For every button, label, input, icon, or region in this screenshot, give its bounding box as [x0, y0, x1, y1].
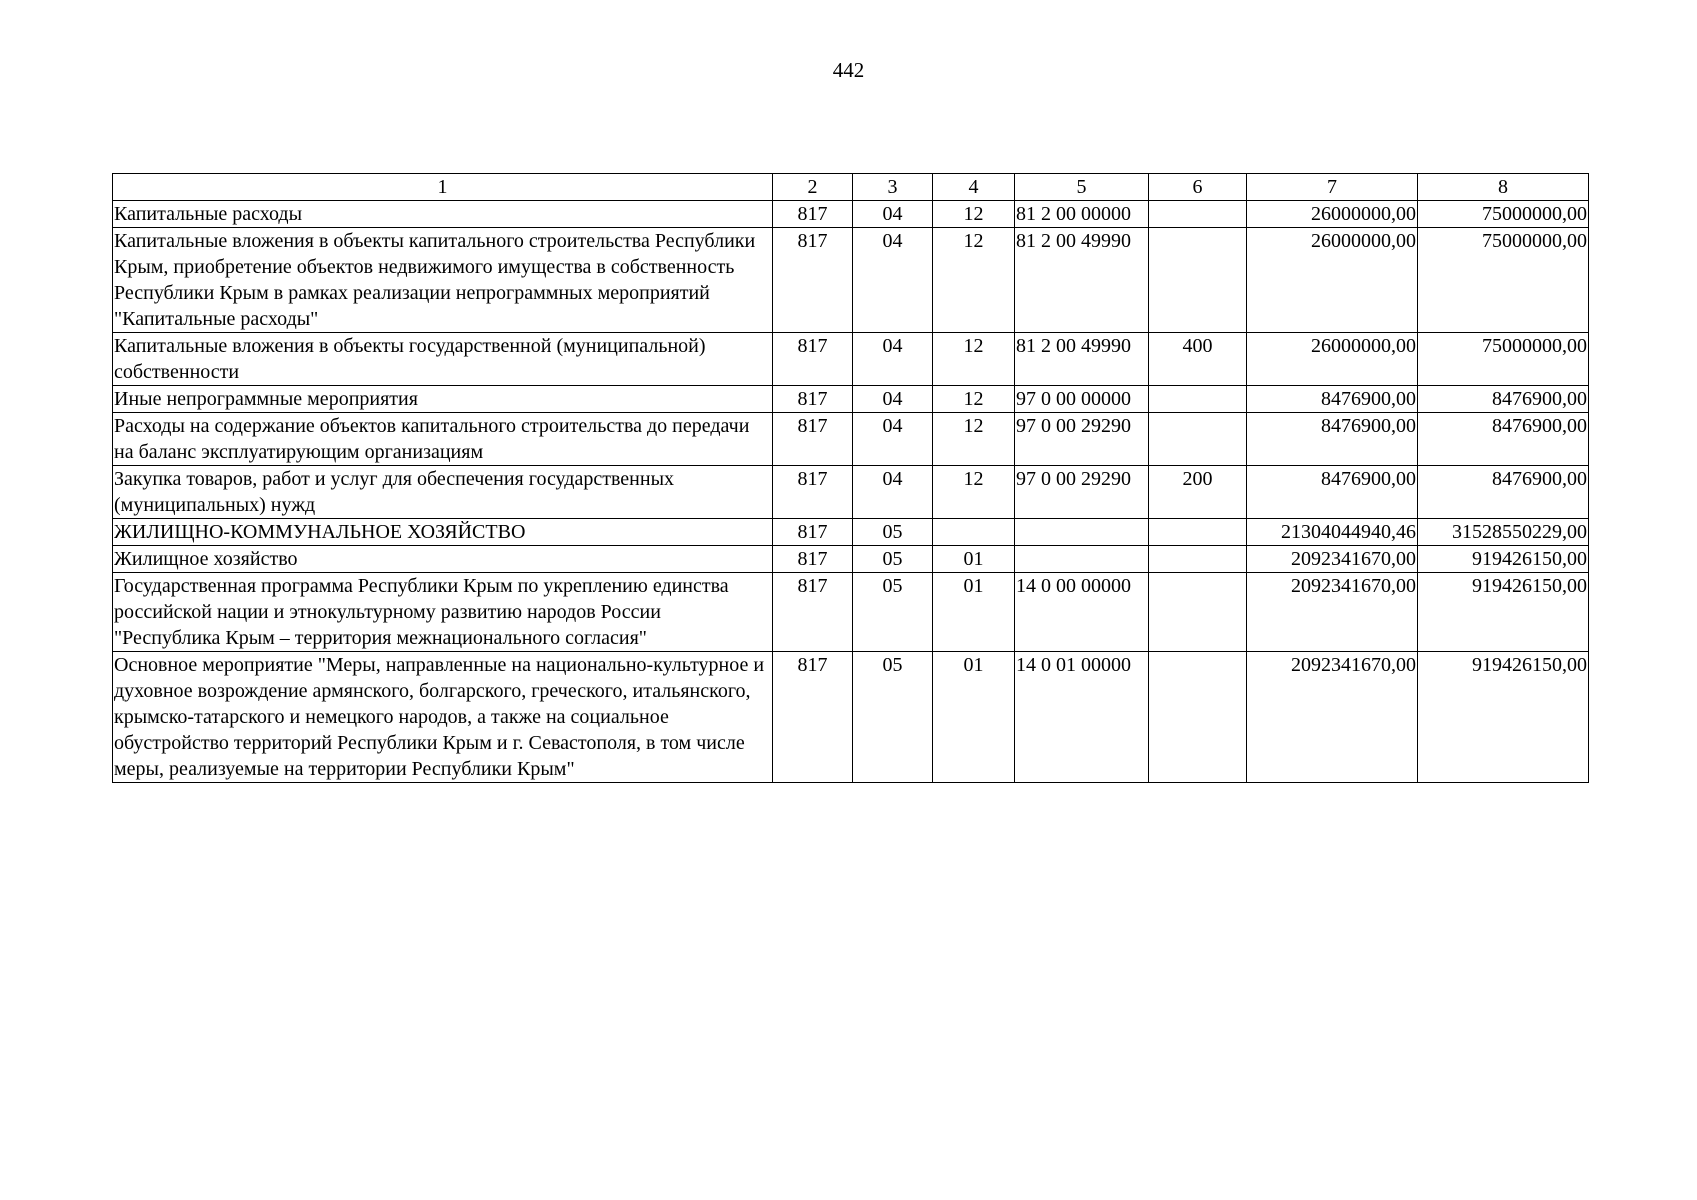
amount-col8-cell: 75000000,00 — [1418, 333, 1589, 386]
page-number: 442 — [832, 58, 865, 82]
section-code-cell: 04 — [853, 386, 933, 413]
grbs-code-cell: 817 — [773, 228, 853, 333]
subsection-code-cell: 12 — [933, 413, 1015, 466]
row-name-cell: Капитальные вложения в объекты капитального строительства Республики Крым, приобретение объектов недвижимого имущества в собственность Республики Крым в рамках реализации непрограммных мероприятий "Капитальные расходы" — [113, 228, 773, 333]
row-name-cell: ЖИЛИЩНО-КОММУНАЛЬНОЕ ХОЗЯЙСТВО — [113, 519, 773, 546]
expense-type-cell — [1149, 228, 1247, 333]
subsection-code-cell: 12 — [933, 201, 1015, 228]
column-header-4: 4 — [933, 174, 1015, 201]
amount-col7-cell: 26000000,00 — [1247, 333, 1418, 386]
expense-type-cell: 400 — [1149, 333, 1247, 386]
target-article-cell: 81 2 00 49990 — [1015, 228, 1149, 333]
grbs-code-cell: 817 — [773, 519, 853, 546]
row-name-cell: Расходы на содержание объектов капитального строительства до передачи на баланс эксплуатирующим организациям — [113, 413, 773, 466]
subsection-code-cell: 12 — [933, 466, 1015, 519]
amount-col7-cell: 2092341670,00 — [1247, 652, 1418, 783]
table-row — [113, 466, 1589, 519]
subsection-code-cell: 01 — [933, 573, 1015, 652]
expense-type-cell — [1149, 652, 1247, 783]
amount-col7-cell: 8476900,00 — [1247, 466, 1418, 519]
budget-table — [112, 173, 1589, 783]
expense-type-cell — [1149, 386, 1247, 413]
row-name-cell: Жилищное хозяйство — [113, 546, 773, 573]
section-code-cell: 04 — [853, 228, 933, 333]
section-code-cell: 04 — [853, 413, 933, 466]
target-article-cell: 14 0 01 00000 — [1015, 652, 1149, 783]
column-header-5: 5 — [1015, 174, 1149, 201]
table-row — [113, 333, 1589, 386]
target-article-cell: 97 0 00 29290 — [1015, 466, 1149, 519]
target-article-cell: 81 2 00 49990 — [1015, 333, 1149, 386]
expense-type-cell — [1149, 573, 1247, 652]
grbs-code-cell: 817 — [773, 386, 853, 413]
table-row — [113, 413, 1589, 466]
row-name-cell: Капитальные вложения в объекты государственной (муниципальной) собственности — [113, 333, 773, 386]
table-row — [113, 573, 1589, 652]
target-article-cell: 14 0 00 00000 — [1015, 573, 1149, 652]
amount-col8-cell: 8476900,00 — [1418, 413, 1589, 466]
row-name-cell: Иные непрограммные мероприятия — [113, 386, 773, 413]
subsection-code-cell: 12 — [933, 386, 1015, 413]
grbs-code-cell: 817 — [773, 652, 853, 783]
expense-type-cell — [1149, 413, 1247, 466]
target-article-cell: 97 0 00 00000 — [1015, 386, 1149, 413]
expense-type-cell: 200 — [1149, 466, 1247, 519]
section-code-cell: 05 — [853, 546, 933, 573]
subsection-code-cell — [933, 519, 1015, 546]
subsection-code-cell: 01 — [933, 546, 1015, 573]
amount-col8-cell: 8476900,00 — [1418, 466, 1589, 519]
section-code-cell: 05 — [853, 519, 933, 546]
grbs-code-cell: 817 — [773, 573, 853, 652]
amount-col7-cell: 21304044940,46 — [1247, 519, 1418, 546]
amount-col7-cell: 2092341670,00 — [1247, 573, 1418, 652]
target-article-cell — [1015, 519, 1149, 546]
amount-col7-cell: 8476900,00 — [1247, 413, 1418, 466]
expense-type-cell — [1149, 519, 1247, 546]
grbs-code-cell: 817 — [773, 333, 853, 386]
grbs-code-cell: 817 — [773, 466, 853, 519]
amount-col8-cell: 75000000,00 — [1418, 201, 1589, 228]
expense-type-cell — [1149, 546, 1247, 573]
grbs-code-cell: 817 — [773, 201, 853, 228]
target-article-cell: 97 0 00 29290 — [1015, 413, 1149, 466]
section-code-cell: 05 — [853, 652, 933, 783]
row-name-cell: Закупка товаров, работ и услуг для обеспечения государственных (муниципальных) нужд — [113, 466, 773, 519]
table-row — [113, 386, 1589, 413]
section-code-cell: 04 — [853, 466, 933, 519]
amount-col7-cell: 26000000,00 — [1247, 201, 1418, 228]
amount-col8-cell: 919426150,00 — [1418, 652, 1589, 783]
table-row — [113, 652, 1589, 783]
row-name-cell: Основное мероприятие "Меры, направленные на национально-культурное и духовное возрождение армянского, болгарского, греческого, итальянского, крымско-татарского и немецкого народов, а также на социальное обустройство территорий Республики Крым и г. Севастополя, в том числе меры, реализуемые на территории Республики Крым" — [113, 652, 773, 783]
subsection-code-cell: 12 — [933, 228, 1015, 333]
column-header-3: 3 — [853, 174, 933, 201]
grbs-code-cell: 817 — [773, 546, 853, 573]
column-header-2: 2 — [773, 174, 853, 201]
target-article-cell: 81 2 00 00000 — [1015, 201, 1149, 228]
grbs-code-cell: 817 — [773, 413, 853, 466]
header-row — [113, 174, 1589, 201]
column-header-8: 8 — [1418, 174, 1589, 201]
column-header-6: 6 — [1149, 174, 1247, 201]
section-code-cell: 05 — [853, 573, 933, 652]
expense-type-cell — [1149, 201, 1247, 228]
amount-col8-cell: 31528550229,00 — [1418, 519, 1589, 546]
section-code-cell: 04 — [853, 333, 933, 386]
table-row — [113, 546, 1589, 573]
row-name-cell: Капитальные расходы — [113, 201, 773, 228]
row-name-cell: Государственная программа Республики Крым по укреплению единства российской нации и этнокультурному развитию народов России "Республика Крым – территория межнационального согласия" — [113, 573, 773, 652]
amount-col8-cell: 919426150,00 — [1418, 573, 1589, 652]
table-row — [113, 228, 1589, 333]
amount-col7-cell: 8476900,00 — [1247, 386, 1418, 413]
subsection-code-cell: 12 — [933, 333, 1015, 386]
target-article-cell — [1015, 546, 1149, 573]
column-header-7: 7 — [1247, 174, 1418, 201]
amount-col7-cell: 26000000,00 — [1247, 228, 1418, 333]
amount-col8-cell: 75000000,00 — [1418, 228, 1589, 333]
amount-col7-cell: 2092341670,00 — [1247, 546, 1418, 573]
subsection-code-cell: 01 — [933, 652, 1015, 783]
table-row — [113, 519, 1589, 546]
amount-col8-cell: 8476900,00 — [1418, 386, 1589, 413]
column-header-1: 1 — [113, 174, 773, 201]
section-code-cell: 04 — [853, 201, 933, 228]
table-row — [113, 201, 1589, 228]
amount-col8-cell: 919426150,00 — [1418, 546, 1589, 573]
